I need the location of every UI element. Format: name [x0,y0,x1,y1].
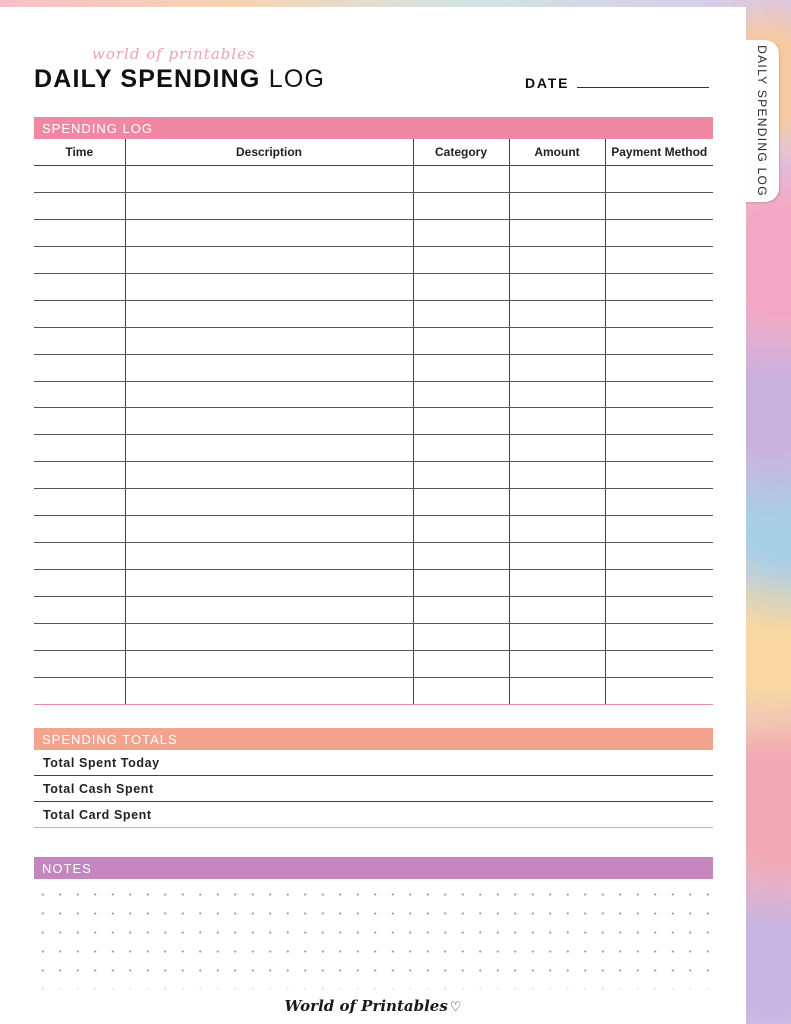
table-cell[interactable] [605,300,713,327]
table-cell[interactable] [413,597,509,624]
table-cell[interactable] [413,408,509,435]
table-row [34,650,713,677]
table-cell[interactable] [509,219,605,246]
table-cell[interactable] [413,677,509,704]
spending-log-header: SPENDING LOG [34,117,713,139]
table-row [34,166,713,193]
table-row [34,435,713,462]
table-cell[interactable] [34,192,125,219]
side-tab-label-wrap [745,40,779,202]
table-row [34,273,713,300]
table-cell[interactable] [605,327,713,354]
table-row [34,219,713,246]
table-cell[interactable] [34,166,125,193]
table-cell[interactable] [605,192,713,219]
heart-icon: ♡ [449,1000,462,1015]
table-cell[interactable] [125,462,413,489]
table-cell[interactable] [34,516,125,543]
table-cell[interactable] [125,516,413,543]
table-cell[interactable] [34,677,125,704]
table-cell[interactable] [34,462,125,489]
brand-script-logo: world of printables [92,45,256,63]
table-cell[interactable] [34,219,125,246]
table-header-row [34,139,713,166]
column-header-amount: Amount [509,139,605,166]
table-row [34,246,713,273]
table-cell[interactable] [509,543,605,570]
side-tab[interactable] [745,40,779,202]
table-cell[interactable] [125,219,413,246]
table-cell[interactable] [34,273,125,300]
table-cell[interactable] [605,570,713,597]
table-cell[interactable] [605,166,713,193]
title-bold: DAILY SPENDING [34,65,261,93]
table-cell[interactable] [413,381,509,408]
table-cell[interactable] [34,650,125,677]
table-cell[interactable] [509,516,605,543]
table-row [34,597,713,624]
table-cell[interactable] [125,489,413,516]
page-title [34,65,325,94]
table-cell[interactable] [509,327,605,354]
table-cell[interactable] [413,516,509,543]
table-cell[interactable] [509,408,605,435]
table-cell[interactable] [125,327,413,354]
table-cell[interactable] [605,597,713,624]
spending-log-table [34,139,713,705]
table-row [34,327,713,354]
table-cell[interactable] [125,408,413,435]
table-cell[interactable] [413,327,509,354]
table-cell[interactable] [605,381,713,408]
total-cash-spent-row[interactable]: Total Cash Spent [34,776,713,802]
table-cell[interactable] [509,246,605,273]
table-cell[interactable] [413,543,509,570]
table-cell[interactable] [125,597,413,624]
table-cell[interactable] [509,192,605,219]
table-cell[interactable] [509,273,605,300]
table-cell[interactable] [413,219,509,246]
table-cell[interactable] [413,246,509,273]
table-cell[interactable] [34,408,125,435]
table-cell[interactable] [413,435,509,462]
date-field[interactable] [577,87,709,88]
table-cell[interactable] [413,462,509,489]
table-cell[interactable] [605,219,713,246]
table-row [34,543,713,570]
table-cell[interactable] [509,435,605,462]
table-row [34,489,713,516]
table-cell[interactable] [605,462,713,489]
table-cell[interactable] [125,677,413,704]
table-cell[interactable] [605,623,713,650]
table-cell[interactable] [509,597,605,624]
table-cell[interactable] [605,677,713,704]
table-cell[interactable] [34,246,125,273]
table-cell[interactable] [413,354,509,381]
column-header-category: Category [413,139,509,166]
table-row [34,354,713,381]
table-cell[interactable] [605,273,713,300]
total-spent-today-row[interactable]: Total Spent Today [34,750,713,776]
table-cell[interactable] [509,354,605,381]
footer-logo [0,997,746,1015]
table-cell[interactable] [125,354,413,381]
table-cell[interactable] [34,623,125,650]
table-cell[interactable] [509,650,605,677]
table-cell[interactable] [34,327,125,354]
table-cell[interactable] [509,462,605,489]
table-cell[interactable] [34,597,125,624]
table-cell[interactable] [413,623,509,650]
table-cell[interactable] [125,273,413,300]
table-cell[interactable] [509,381,605,408]
notes-dot-grid[interactable] [34,885,717,989]
table-cell[interactable] [605,435,713,462]
column-header-time: Time [34,139,125,166]
table-cell[interactable] [125,192,413,219]
table-cell[interactable] [509,623,605,650]
table-cell[interactable] [125,650,413,677]
table-cell[interactable] [413,192,509,219]
table-cell[interactable] [605,246,713,273]
title-light: LOG [268,65,326,93]
table-cell[interactable] [34,381,125,408]
table-cell[interactable] [125,381,413,408]
table-cell[interactable] [34,489,125,516]
spending-totals-header: SPENDING TOTALS [34,728,713,750]
table-cell[interactable] [509,300,605,327]
table-cell[interactable] [413,489,509,516]
table-cell[interactable] [413,300,509,327]
table-cell[interactable] [125,166,413,193]
table-row [34,408,713,435]
table-row [34,462,713,489]
table-row [34,192,713,219]
footer-brand: World of Printables [284,997,448,1015]
spending-log-body [34,166,713,705]
table-cell[interactable] [34,300,125,327]
table-cell[interactable] [34,543,125,570]
table-cell[interactable] [34,435,125,462]
table-row [34,570,713,597]
table-cell[interactable] [125,543,413,570]
table-cell[interactable] [125,300,413,327]
table-row [34,381,713,408]
table-cell[interactable] [34,570,125,597]
notes-header: NOTES [34,857,713,879]
table-cell[interactable] [413,166,509,193]
table-cell[interactable] [413,273,509,300]
table-cell[interactable] [125,246,413,273]
table-cell[interactable] [509,570,605,597]
table-cell[interactable] [509,489,605,516]
table-row [34,623,713,650]
table-cell[interactable] [605,650,713,677]
date-label: DATE [525,75,570,91]
table-row [34,516,713,543]
table-cell[interactable] [605,408,713,435]
table-cell[interactable] [413,570,509,597]
table-cell[interactable] [509,166,605,193]
table-cell[interactable] [34,354,125,381]
table-cell[interactable] [125,570,413,597]
spending-totals [34,750,713,828]
table-cell[interactable] [125,623,413,650]
table-cell[interactable] [605,516,713,543]
total-card-spent-row[interactable]: Total Card Spent [34,802,713,828]
table-row [34,300,713,327]
table-cell[interactable] [605,489,713,516]
table-cell[interactable] [125,435,413,462]
column-header-description: Description [125,139,413,166]
table-cell[interactable] [605,354,713,381]
printable-sheet [0,7,746,1024]
table-row [34,677,713,704]
table-cell[interactable] [605,543,713,570]
table-cell[interactable] [509,677,605,704]
side-tab-label: DAILY SPENDING LOG [755,45,770,197]
column-header-payment-method: Payment Method [605,139,713,166]
table-cell[interactable] [413,650,509,677]
